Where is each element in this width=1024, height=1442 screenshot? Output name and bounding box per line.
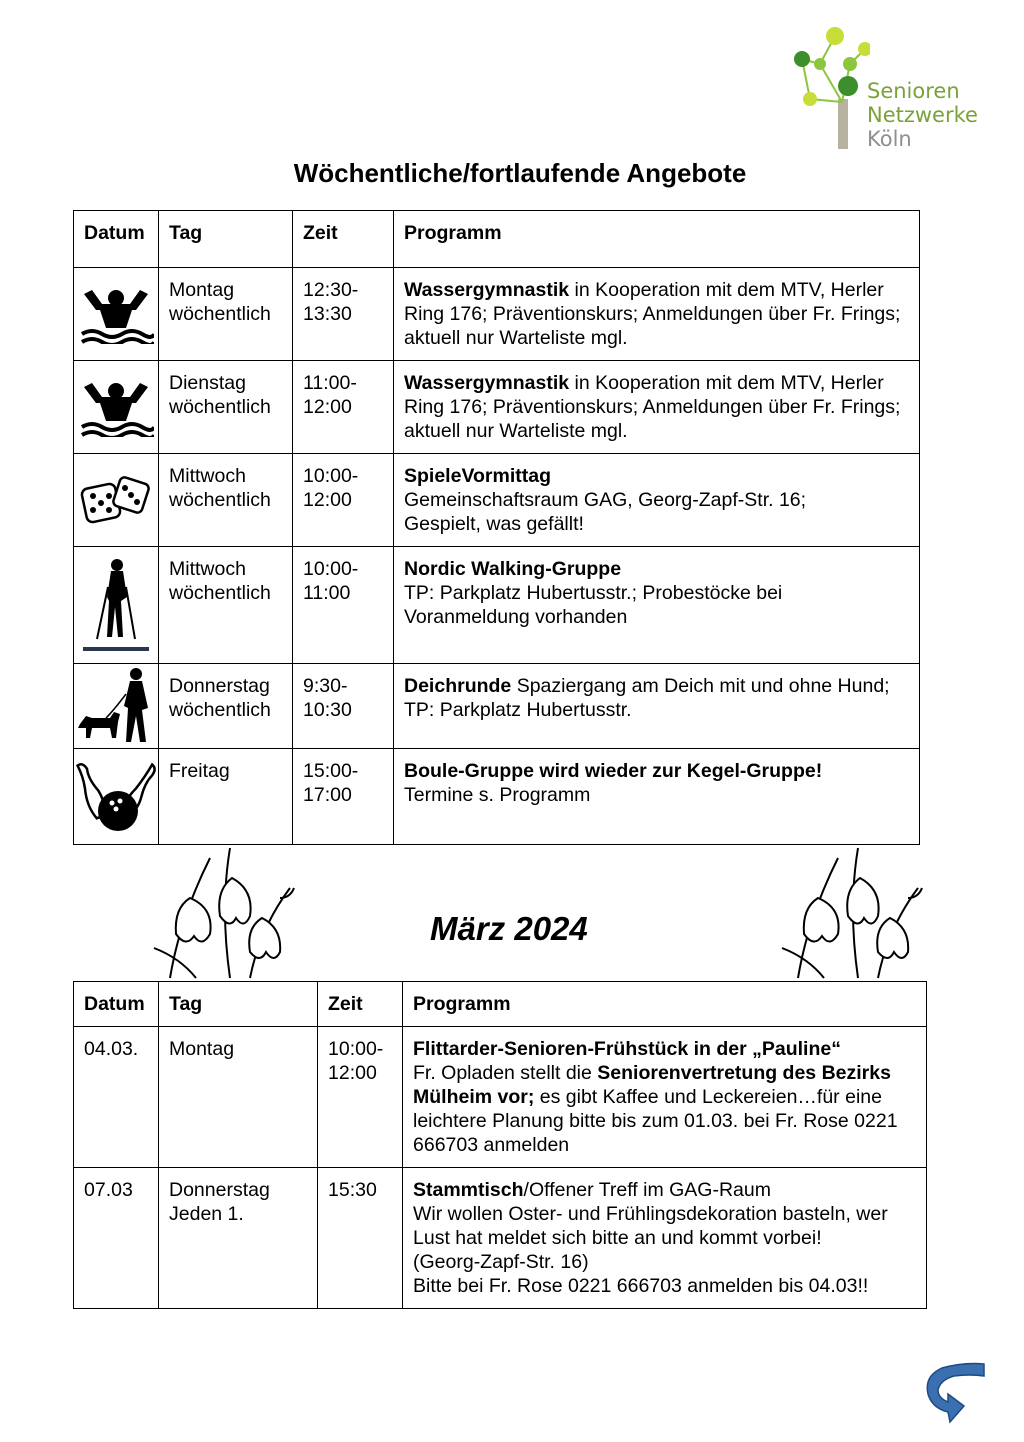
snowdrop-left-icon — [150, 838, 296, 980]
table-row — [74, 749, 920, 845]
program-title: Boule-Gruppe wird wieder zur Kegel-Gruppe! — [404, 760, 823, 782]
time-start: 9:30- — [303, 675, 348, 697]
logo-line2: Netzwerke — [867, 103, 978, 127]
logo-line1: Senioren — [867, 79, 960, 103]
table-row — [74, 547, 920, 664]
time-end: 12:00 — [328, 1062, 377, 1084]
header-datum: Datum — [74, 211, 159, 268]
time-start: 12:30- — [303, 279, 359, 301]
time-end: 10:30 — [303, 699, 352, 721]
time-start: 15:00- — [303, 760, 359, 782]
program-text: (Georg-Zapf-Str. 16) — [413, 1251, 589, 1273]
program-text: in Kooperation mit dem MTV, Herler Ring 176; Präventionskurs; Anmeldungen über Fr. Frings; aktuell nur Warteliste mgl. — [404, 372, 901, 442]
program-text: Gemeinschaftsraum GAG, Georg-Zapf-Str. 16; — [404, 489, 807, 511]
program-text: Fr. Opladen stellt die — [413, 1062, 598, 1084]
header-tag: Tag — [159, 982, 318, 1027]
tree-logo-icon — [790, 24, 870, 152]
table-row — [74, 664, 920, 749]
date: 04.03. — [74, 1027, 159, 1168]
weekly-table — [73, 210, 920, 845]
table-row — [74, 1168, 927, 1309]
header-datum: Datum — [74, 982, 159, 1027]
program-title: Deichrunde — [404, 675, 512, 697]
time-end: 12:00 — [303, 396, 352, 418]
time-end: 13:30 — [303, 303, 352, 325]
time-end: 17:00 — [303, 784, 352, 806]
senioren-netzwerke-logo — [790, 24, 985, 152]
icon-cell — [74, 454, 159, 547]
header-programm: Programm — [403, 982, 927, 1027]
program-highlight: Seniorenvertretung des Bezirks Mülheim vor; — [413, 1062, 891, 1108]
swimmer-icon — [78, 377, 154, 437]
month-title: März 2024 — [430, 910, 588, 947]
day: Donnerstag — [169, 1179, 270, 1201]
program-title: Nordic Walking-Gruppe — [404, 558, 622, 580]
program-text: Spaziergang am Deich mit und ohne Hund; TP: Parkplatz Hubertusstr. — [404, 675, 890, 721]
table-row — [74, 361, 920, 454]
program-title: Stammtisch — [413, 1179, 524, 1201]
program-text: TP: Parkplatz Hubertusstr.; Probestöcke bei Voranmeldung vorhanden — [404, 582, 783, 628]
table-row — [74, 454, 920, 547]
snowdrop-right-icon — [778, 838, 924, 980]
header-zeit: Zeit — [318, 982, 403, 1027]
header-tag: Tag — [159, 211, 293, 268]
time-start: 10:00- — [303, 558, 359, 580]
frequency: wöchentlich — [169, 699, 271, 721]
program-text: /Offener Treff im GAG-Raum — [523, 1179, 771, 1201]
weekly-title: Wöchentliche/fortlaufende Angebote — [293, 158, 747, 188]
table-row — [74, 268, 920, 361]
next-page-arrow-icon[interactable] — [920, 1358, 990, 1424]
program-text: Wir wollen Oster- und Frühlingsdekoration basteln, wer Lust hat meldet sich bitte an und kommt vorbei! — [413, 1203, 888, 1249]
day: Mittwoch — [169, 558, 246, 580]
day: Montag — [169, 279, 235, 301]
program-text: Gespielt, was gefällt! — [404, 513, 584, 535]
table-row — [74, 1027, 927, 1168]
header-zeit: Zeit — [293, 211, 394, 268]
frequency: wöchentlich — [169, 303, 271, 325]
program-text: in Kooperation mit dem MTV, Herler Ring 176; Präventionskurs; Anmeldungen über Fr. Frings; aktuell nur Warteliste mgl. — [404, 279, 901, 349]
program-text: Termine s. Programm — [404, 784, 591, 806]
nordic-walker-icon — [81, 557, 151, 653]
icon-cell — [74, 361, 159, 454]
icon-cell — [74, 547, 159, 664]
header-programm: Programm — [394, 211, 920, 268]
bowling-icon — [76, 757, 156, 837]
dice-icon — [80, 474, 152, 526]
icon-cell — [74, 749, 159, 845]
time-start: 11:00- — [303, 372, 357, 394]
logo-line3: Köln — [867, 127, 912, 151]
swimmer-icon — [78, 284, 154, 344]
program-title: SpieleVormittag — [404, 465, 552, 487]
program-title: Wassergymnastik — [404, 372, 570, 394]
program-text: es gibt Kaffee und Leckereien…für eine leichtere Planung bitte bis zum 01.03. bei Fr. Rose 0221 666703 anmelden — [413, 1086, 898, 1156]
dog-walker-icon — [76, 666, 156, 746]
date: 07.03 — [74, 1168, 159, 1309]
program-text: Bitte bei Fr. Rose 0221 666703 anmelden bis 04.03!! — [413, 1275, 869, 1297]
month-table — [73, 981, 927, 1309]
frequency: wöchentlich — [169, 582, 271, 604]
program-title: Wassergymnastik — [404, 279, 570, 301]
time-start: 15:30 — [328, 1179, 377, 1201]
icon-cell — [74, 664, 159, 749]
day-note: Jeden 1. — [169, 1203, 244, 1225]
day: Mittwoch — [169, 465, 246, 487]
frequency: wöchentlich — [169, 396, 271, 418]
frequency: wöchentlich — [169, 489, 271, 511]
time-end: 11:00 — [303, 582, 351, 604]
day: Dienstag — [169, 372, 246, 394]
program-title: Flittarder-Senioren-Frühstück in der „Pauline“ — [413, 1038, 841, 1060]
time-end: 12:00 — [303, 489, 352, 511]
day: Freitag — [169, 760, 230, 782]
day: Montag — [169, 1038, 235, 1060]
time-start: 10:00- — [303, 465, 359, 487]
day: Donnerstag — [169, 675, 270, 697]
time-start: 10:00- — [328, 1038, 384, 1060]
icon-cell — [74, 268, 159, 361]
